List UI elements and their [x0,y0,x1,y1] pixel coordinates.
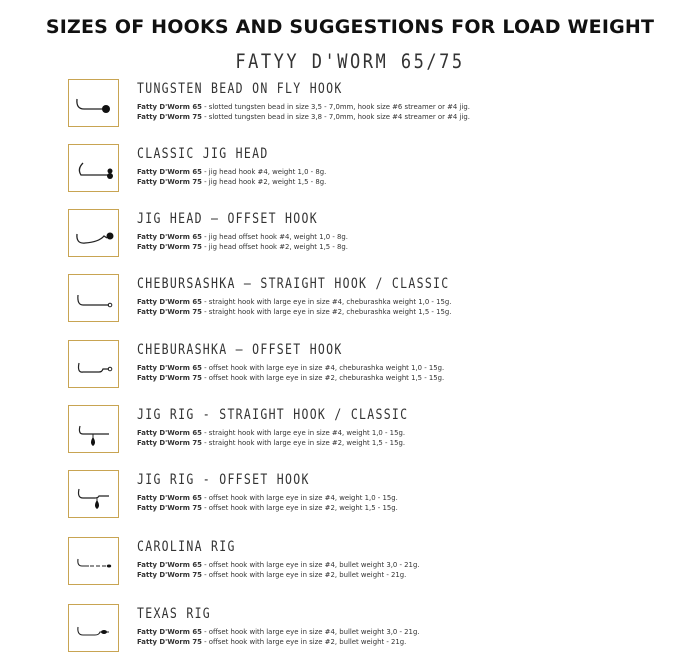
hook-row-carolina-rig [68,537,688,585]
row-desc-75: Fatty D'Worm 75 - jig head offset hook #2, weight 1,5 - 8g. [137,243,348,251]
row-desc-75: Fatty D'Worm 75 - offset hook with large eye in size #2, weight 1,5 - 15g. [137,504,398,512]
hook-row-texas-rig [68,604,688,652]
row-title: TUNGSTEN BEAD ON FLY HOOK [137,79,343,97]
row-desc-75: Fatty D'Worm 75 - offset hook with large eye in size #2, bullet weight - 21g. [137,638,407,646]
row-desc-75: Fatty D'Worm 75 - straight hook with large eye in size #2, weight 1,5 - 15g. [137,439,406,447]
hook-row-tungsten-bead [68,79,688,127]
jig-rig-offset-hook-icon [68,470,119,518]
hook-row-jig-head-offset [68,209,688,257]
row-desc-75: Fatty D'Worm 75 - slotted tungsten bead in size 3,8 - 7,0mm, hook size #4 streamer or #4 jig. [137,113,470,121]
texas-rig-icon [68,604,119,652]
row-title: CLASSIC JIG HEAD [137,144,269,162]
row-title: CHEBURASHKA – OFFSET HOOK [137,340,343,358]
row-title: CHEBURSASHKA – STRAIGHT HOOK / CLASSIC [137,274,450,292]
page-title: SIZES OF HOOKS AND SUGGESTIONS FOR LOAD WEIGHT [45,16,655,38]
hook-row-cheburashka-offset [68,340,688,388]
jig-rig-straight-hook-icon [68,405,119,453]
row-desc-75: Fatty D'Worm 75 - offset hook with large eye in size #2, cheburashka weight 1,5 - 15g. [137,374,445,382]
row-desc-65: Fatty D'Worm 65 - straight hook with large eye in size #4, weight 1,0 - 15g. [137,429,406,437]
row-desc-65: Fatty D'Worm 65 - offset hook with large eye in size #4, bullet weight 3,0 - 21g. [137,628,420,636]
row-title: JIG HEAD – OFFSET HOOK [137,209,318,227]
cheburashka-straight-hook-icon [68,274,119,322]
row-desc-65: Fatty D'Worm 65 - straight hook with large eye in size #4, cheburashka weight 1,0 - 15g. [137,298,452,306]
row-title: JIG RIG - OFFSET HOOK [137,470,310,488]
row-desc-65: Fatty D'Worm 65 - offset hook with large eye in size #4, cheburashka weight 1,0 - 15g. [137,364,445,372]
row-title: JIG RIG - STRAIGHT HOOK / CLASSIC [137,405,409,423]
tungsten-bead-fly-hook-icon [68,79,119,127]
row-desc-75: Fatty D'Worm 75 - jig head hook #2, weight 1,5 - 8g. [137,178,327,186]
product-subtitle: FATYY D'WORM 65/75 [235,50,465,74]
classic-jig-head-icon [68,144,119,192]
row-desc-65: Fatty D'Worm 65 - offset hook with large eye in size #4, bullet weight 3,0 - 21g. [137,561,420,569]
row-desc-75: Fatty D'Worm 75 - offset hook with large eye in size #2, bullet weight - 21g. [137,571,407,579]
carolina-rig-icon [68,537,119,585]
row-title: CAROLINA RIG [137,537,236,555]
jig-head-offset-hook-icon [68,209,119,257]
row-title: TEXAS RIG [137,604,212,622]
hook-row-jig-rig-straight [68,405,688,453]
hook-row-cheburashka-straight [68,274,688,322]
row-desc-75: Fatty D'Worm 75 - straight hook with large eye in size #2, cheburashka weight 1,5 - 15g. [137,308,452,316]
hook-row-jig-rig-offset [68,470,688,518]
row-desc-65: Fatty D'Worm 65 - jig head hook #4, weight 1,0 - 8g. [137,168,327,176]
cheburashka-offset-hook-icon [68,340,119,388]
row-desc-65: Fatty D'Worm 65 - jig head offset hook #4, weight 1,0 - 8g. [137,233,348,241]
row-desc-65: Fatty D'Worm 65 - slotted tungsten bead in size 3,5 - 7,0mm, hook size #6 streamer or #4 jig. [137,103,470,111]
hook-row-classic-jig-head [68,144,688,192]
row-desc-65: Fatty D'Worm 65 - offset hook with large eye in size #4, weight 1,0 - 15g. [137,494,398,502]
